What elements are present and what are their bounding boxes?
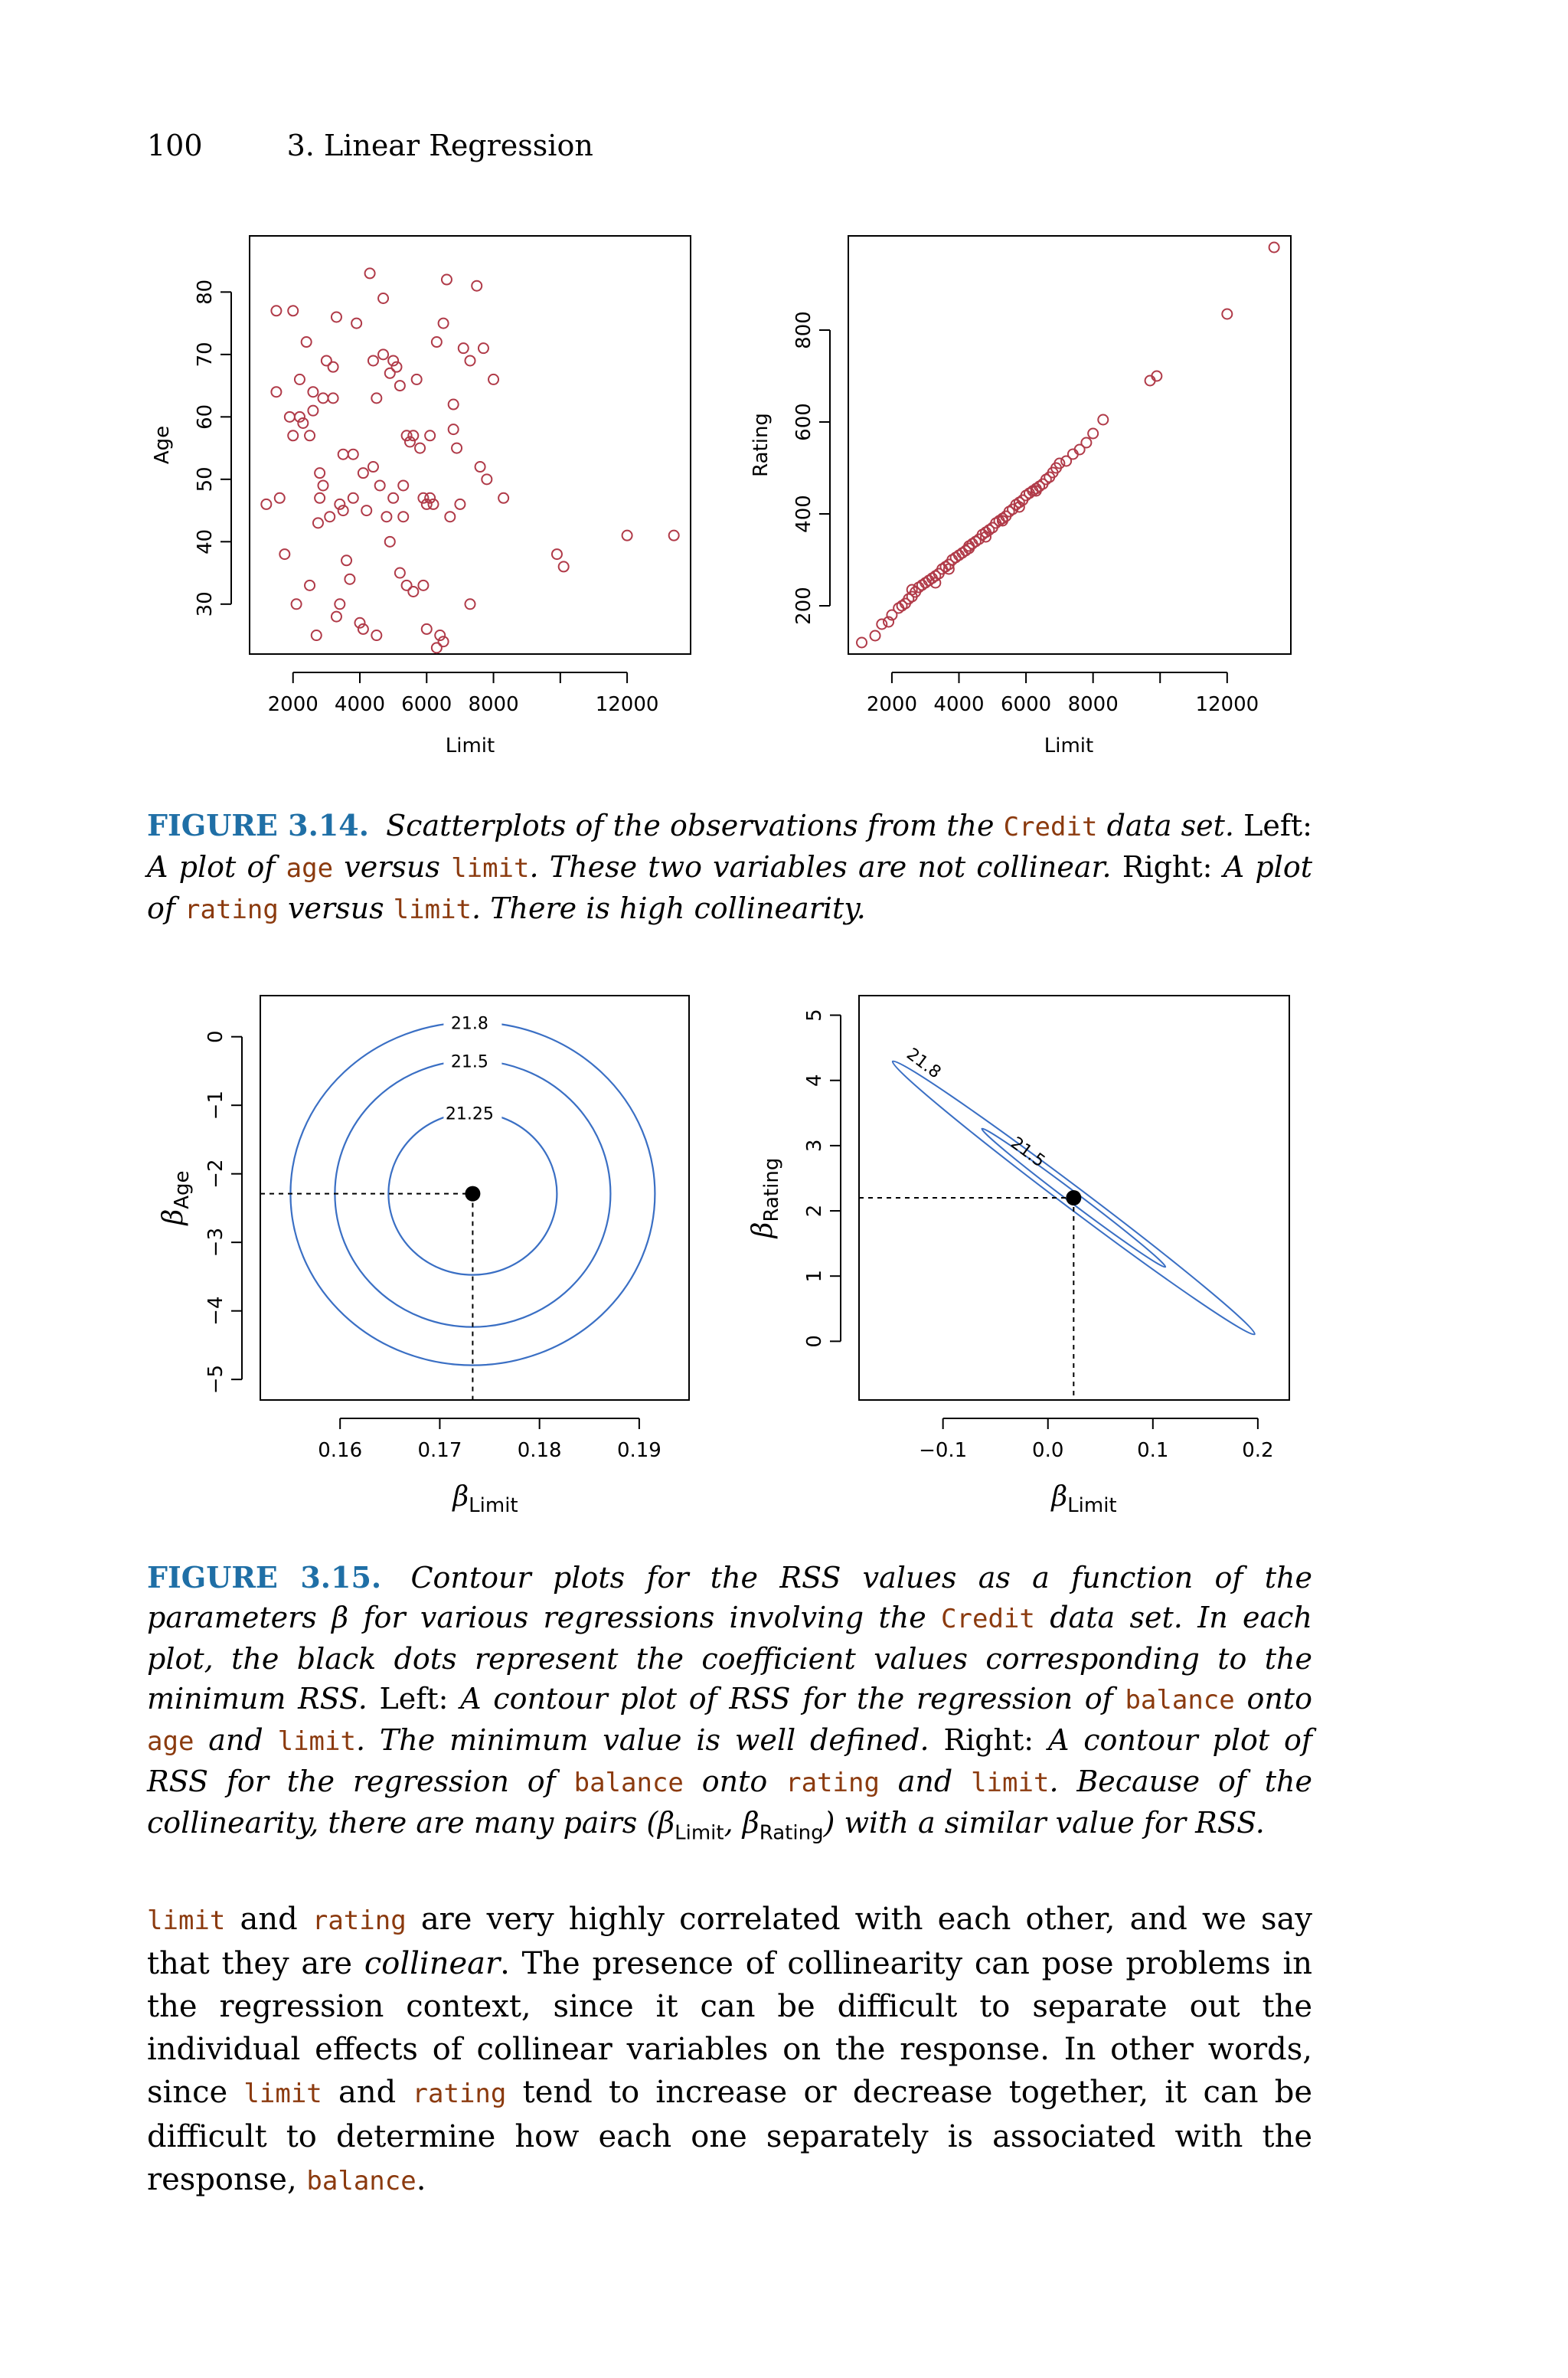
data-point	[308, 406, 318, 416]
body-text: and	[240, 1902, 298, 1937]
y-tick-label: 5	[803, 1009, 826, 1022]
y-tick-label: −2	[204, 1159, 227, 1189]
caption-text: . There is high collinearity.	[472, 891, 866, 925]
code-term: Credit	[941, 1604, 1035, 1634]
data-point	[857, 638, 867, 648]
y-tick-label: 80	[194, 279, 217, 305]
data-point	[466, 355, 475, 365]
y-tick-label: 60	[194, 404, 217, 430]
x-tick-label: 12000	[595, 693, 659, 716]
data-point	[371, 393, 381, 403]
caption-text: ) with a similar value for RSS.	[823, 1806, 1265, 1840]
caption-text: and	[897, 1765, 953, 1798]
data-point	[425, 430, 435, 440]
data-point	[271, 306, 281, 316]
data-point	[332, 612, 341, 622]
emphasis: collinear	[364, 1946, 501, 1981]
caption-text: data set.	[1106, 809, 1234, 842]
data-point	[292, 599, 302, 609]
minimum-point	[1066, 1190, 1081, 1205]
code-term: Credit	[1003, 812, 1098, 842]
data-point	[1081, 438, 1091, 448]
code-term: limit	[971, 1768, 1050, 1798]
x-tick-label: 2000	[866, 693, 918, 716]
data-point	[449, 424, 459, 434]
y-tick-label: 50	[194, 466, 217, 492]
y-axis-label: Rating	[750, 413, 773, 477]
data-point	[415, 443, 425, 453]
code-term: limit	[451, 853, 530, 884]
caption-text: versus	[344, 850, 440, 884]
data-point	[385, 537, 395, 547]
figure-3-15-caption: FIGURE 3.15. Contour plots for the RSS values as a function of the parameters β for various regressions involving the Credit data set. In each plot, the black dots represent the coefficient values corresponding to the minimum RSS. Left: A contour plot of RSS for the regression of balance onto age and limit. The minimum value is well defined. Right: A contour plot of RSS for the regression of balance onto rating and limit. Because of the collinearity, there are many pairs ($\beta_{Limit}$, $\beta_{Rating}$) with a similar value for RSS.	[147, 1560, 1312, 1845]
data-point	[315, 493, 325, 503]
caption-text: Scatterplots of the observations from the	[386, 809, 995, 842]
figure-label: FIGURE 3.14.	[147, 808, 369, 842]
data-point	[1269, 243, 1279, 253]
chart-marks	[260, 1010, 655, 1400]
data-point	[378, 349, 388, 359]
x-tick-label: 12000	[1195, 693, 1259, 716]
data-point	[285, 412, 295, 422]
subscript: Limit	[675, 1821, 724, 1845]
y-tick-label: 70	[194, 342, 217, 368]
data-point	[475, 462, 485, 472]
data-point	[318, 480, 328, 490]
data-point	[288, 306, 298, 316]
figure-3-14-caption	[147, 806, 1312, 930]
x-tick-label: 0.17	[417, 1439, 462, 1462]
data-point	[295, 375, 305, 384]
body-text: tend to increase or decrease together, it can be difficult to determine how each one separately is associated with the response,	[147, 2075, 1313, 2197]
y-tick-label: −4	[204, 1296, 227, 1326]
data-point	[1088, 429, 1098, 439]
beta-symbol: β	[332, 1601, 349, 1634]
y-tick-label: 40	[194, 528, 217, 554]
data-point	[332, 312, 341, 322]
body-paragraph	[147, 1898, 1312, 2203]
code-term: rating	[786, 1768, 880, 1798]
body-text: are very highly correlated with each other, and we say that they are	[147, 1902, 1313, 1981]
code-term: age	[286, 853, 334, 884]
x-tick-label: 4000	[933, 693, 985, 716]
contour-label: 21.25	[445, 1104, 494, 1124]
body-text: and	[338, 2075, 397, 2110]
data-point	[412, 375, 422, 384]
data-point	[445, 512, 455, 522]
x-axis-label: $\beta_{Limit}$	[452, 1481, 518, 1517]
data-point	[488, 375, 498, 384]
data-point	[338, 450, 348, 460]
subscript: Rating	[759, 1821, 824, 1845]
data-point	[395, 381, 405, 391]
caption-text: onto	[1246, 1682, 1312, 1716]
x-tick-label: 0.1	[1137, 1439, 1169, 1462]
code-term: balance	[1125, 1685, 1235, 1716]
caption-text: . The minimum value is well defined.	[355, 1723, 929, 1757]
data-point	[305, 430, 315, 440]
caption-right-label: Right:	[1122, 850, 1213, 884]
code-term: limit	[393, 895, 472, 925]
chart-marks	[859, 1045, 1261, 1400]
code-term: limit	[147, 1905, 226, 1936]
data-point	[452, 443, 462, 453]
data-point	[365, 268, 375, 278]
data-point	[313, 518, 323, 528]
caption-text: A plot of	[147, 850, 276, 884]
y-tick-label: 2	[803, 1204, 826, 1218]
data-point	[466, 599, 475, 609]
data-point	[439, 319, 449, 329]
caption-text: onto	[701, 1765, 768, 1798]
chart-marks	[261, 268, 678, 653]
caption-text: A contour plot of RSS for the regression of	[460, 1682, 1113, 1716]
code-term: limit	[277, 1726, 356, 1757]
data-point	[455, 499, 465, 509]
data-point	[1222, 309, 1232, 319]
data-point	[907, 585, 917, 595]
code-term: age	[147, 1726, 194, 1757]
data-point	[312, 630, 322, 640]
data-point	[877, 620, 887, 630]
y-tick-label: 1	[803, 1269, 826, 1283]
data-point	[328, 362, 338, 372]
caption-text: Contour plots for the RSS values as a function of the parameters	[147, 1561, 1312, 1634]
figure-label: FIGURE 3.15.	[147, 1560, 382, 1595]
x-axis-label: $\beta_{Limit}$	[1051, 1481, 1117, 1517]
data-point	[279, 549, 289, 559]
y-axis-label: $\beta_{Age}$	[158, 1170, 194, 1225]
plot-frame	[250, 236, 691, 654]
x-axis-label: Limit	[445, 734, 495, 757]
data-point	[479, 343, 488, 353]
data-point	[328, 393, 338, 403]
data-point	[341, 555, 351, 565]
data-point	[351, 319, 361, 329]
code-term: limit	[243, 2079, 322, 2109]
x-tick-label: 2000	[267, 693, 318, 716]
data-point	[498, 493, 508, 503]
data-point	[482, 474, 492, 484]
data-point	[398, 512, 408, 522]
data-point	[472, 281, 482, 291]
data-point	[398, 480, 408, 490]
body-text: .	[416, 2162, 426, 2197]
beta-symbol: β	[658, 1806, 675, 1840]
data-point	[559, 561, 569, 571]
data-point	[288, 430, 298, 440]
x-axis-label: Limit	[1044, 734, 1094, 757]
data-point	[442, 275, 452, 285]
data-point	[408, 587, 418, 597]
contour-label: 21.5	[1007, 1133, 1049, 1172]
y-tick-label: 400	[792, 495, 815, 533]
data-point	[318, 393, 328, 403]
data-point	[308, 387, 318, 397]
data-point	[375, 480, 385, 490]
data-point	[361, 505, 371, 515]
chart-age-vs-limit	[151, 236, 691, 757]
data-point	[302, 337, 312, 347]
section-title: 3. Linear Regression	[286, 129, 593, 162]
data-point	[871, 631, 880, 641]
beta-symbol: β	[742, 1806, 760, 1840]
x-tick-label: 0.18	[517, 1439, 562, 1462]
data-point	[897, 601, 907, 611]
data-point	[459, 343, 469, 353]
data-point	[432, 643, 442, 653]
data-point	[418, 581, 428, 590]
data-point	[432, 337, 442, 347]
data-point	[378, 293, 388, 303]
page-number: 100	[147, 129, 203, 162]
data-point	[371, 630, 381, 640]
body-text: . The presence of collinearity can pose problems in the regression context, since it can be difficult to separate out the individual effects of collinear variables on the response. In other words, since	[147, 1946, 1312, 2110]
data-point	[335, 599, 345, 609]
contour-label: 21.8	[450, 1014, 488, 1034]
code-term: rating	[185, 895, 279, 925]
data-point	[348, 450, 358, 460]
contour-label: 21.8	[903, 1045, 945, 1083]
data-point	[358, 468, 368, 478]
caption-text: . These two variables are not collinear.	[529, 850, 1112, 884]
y-tick-label: −1	[204, 1091, 227, 1120]
data-point	[422, 624, 432, 634]
y-tick-label: 600	[792, 403, 815, 441]
data-point	[381, 512, 391, 522]
x-tick-label: 8000	[1067, 693, 1119, 716]
data-point	[325, 512, 335, 522]
x-tick-label: 0.19	[616, 1439, 662, 1462]
chart-rating-vs-limit	[750, 236, 1291, 757]
y-tick-label: −5	[204, 1364, 227, 1395]
chart-rss-age-limit	[158, 996, 689, 1517]
caption-right-label: Right:	[943, 1723, 1034, 1757]
caption-left-label: Left:	[1243, 809, 1312, 842]
y-tick-label: −3	[204, 1228, 227, 1258]
y-tick-label: 0	[803, 1335, 826, 1348]
data-point	[305, 581, 315, 590]
data-point	[552, 549, 562, 559]
data-point	[395, 568, 405, 578]
data-point	[669, 531, 679, 541]
data-point	[275, 493, 285, 503]
code-term: rating	[312, 1905, 407, 1936]
y-axis-label: $\beta_{Rating}$	[747, 1157, 783, 1238]
y-tick-label: 3	[803, 1139, 826, 1153]
code-term: rating	[412, 2079, 507, 2109]
caption-text: . Because of the collinearity, there are many pairs (	[147, 1765, 1312, 1840]
data-point	[622, 531, 632, 541]
y-tick-label: 4	[803, 1074, 826, 1087]
y-tick-label: 0	[204, 1030, 227, 1043]
code-term: balance	[573, 1768, 684, 1798]
x-tick-label: −0.1	[919, 1439, 968, 1462]
data-point	[388, 493, 398, 503]
y-tick-label: 200	[792, 587, 815, 625]
caption-text: versus	[287, 891, 384, 925]
contour-label: 21.5	[450, 1052, 488, 1072]
data-point	[261, 499, 271, 509]
data-point	[345, 574, 354, 584]
x-tick-label: 6000	[401, 693, 452, 716]
data-point	[368, 462, 378, 472]
data-point	[315, 468, 325, 478]
y-tick-label: 800	[792, 311, 815, 349]
code-term: balance	[306, 2166, 416, 2196]
caption-text: for various regressions involving the	[363, 1601, 926, 1634]
x-tick-label: 0.0	[1032, 1439, 1064, 1462]
chart-axes	[204, 1030, 662, 1462]
chart-axes	[792, 311, 1259, 716]
data-point	[368, 355, 378, 365]
data-point	[1098, 415, 1108, 425]
caption-text: A contour plot of RSS for the regression of	[147, 1723, 1312, 1798]
chart-rss-rating-limit	[747, 996, 1289, 1517]
data-point	[449, 400, 459, 410]
data-point	[348, 493, 358, 503]
x-tick-label: 8000	[468, 693, 519, 716]
caption-text: A plot of	[147, 850, 1312, 925]
x-tick-label: 0.2	[1242, 1439, 1274, 1462]
x-tick-label: 6000	[1000, 693, 1052, 716]
x-tick-label: 0.16	[318, 1439, 363, 1462]
chart-marks	[857, 243, 1279, 648]
minimum-point	[465, 1186, 480, 1202]
x-tick-label: 4000	[334, 693, 386, 716]
chart-axes	[803, 1009, 1274, 1462]
chart-axes	[194, 280, 658, 716]
caption-text: and	[208, 1723, 263, 1757]
data-point	[271, 387, 281, 397]
y-tick-label: 30	[194, 591, 217, 617]
caption-text: data set. In each plot, the black dots represent the coefficient values corresponding to the minimum RSS.	[147, 1601, 1312, 1716]
y-axis-label: Age	[151, 425, 174, 465]
caption-left-label: Left:	[379, 1682, 449, 1716]
